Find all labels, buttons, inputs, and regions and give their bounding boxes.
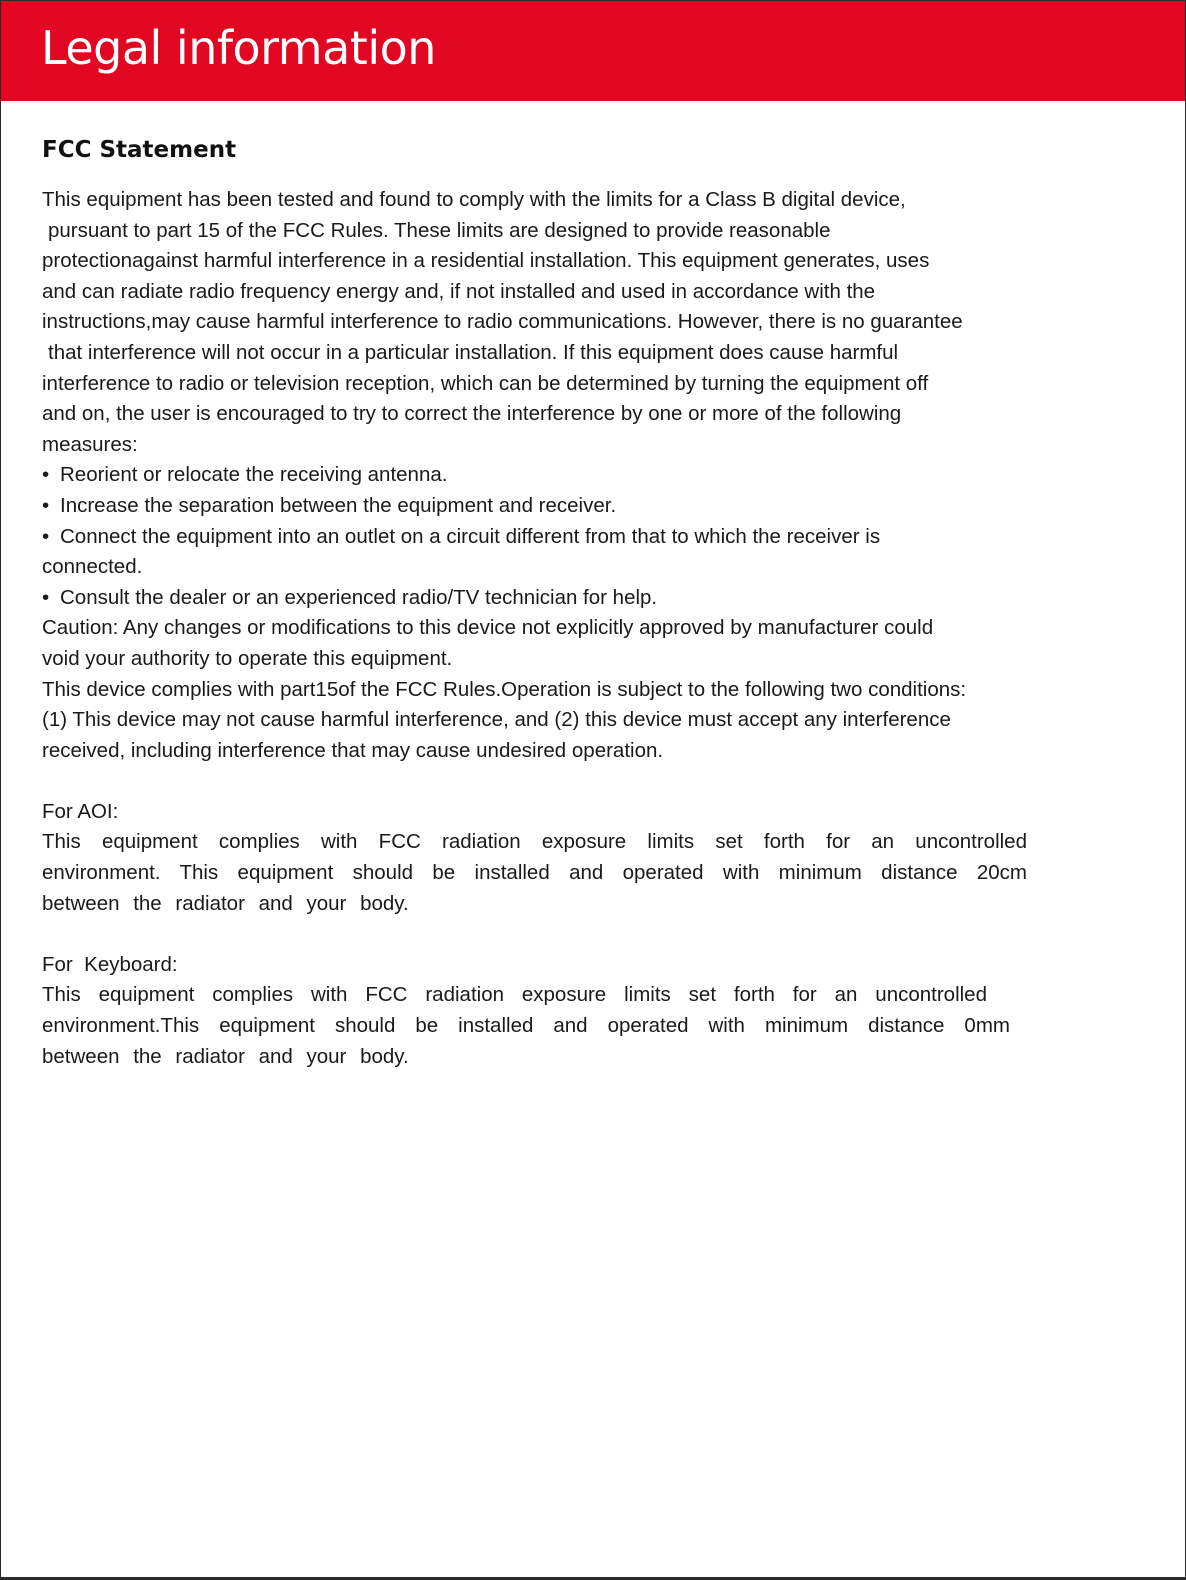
page-title: Legal information — [41, 21, 436, 75]
list-item-continuation: connected. — [42, 555, 143, 579]
section-spacer — [42, 766, 1052, 797]
paragraph-line: This equipment has been tested and found to comply with the limits for a Class B digital device, — [42, 188, 906, 211]
keyboard-section — [42, 950, 1052, 981]
paragraph-line: This equipment complies with FCC radiation exposure limits set forth for an uncontrolled — [42, 830, 1027, 854]
list-item — [42, 522, 1052, 553]
paragraph-line: and on, the user is encouraged to try to correct the interference by one or more of the following — [42, 402, 902, 426]
fcc-statement-heading: FCC Statement — [42, 137, 237, 163]
measures-list — [42, 460, 1052, 613]
bullet-icon: • — [42, 493, 50, 517]
bullet-icon: • — [42, 585, 50, 609]
list-item-text: Connect the equipment into an outlet on a circuit different from that to which the receiver is — [60, 524, 881, 548]
list-item — [42, 460, 1052, 491]
bullet-icon: • — [42, 524, 50, 548]
list-item — [42, 491, 1052, 522]
paragraph-line: between the radiator and your body. — [42, 891, 409, 915]
fcc-main-paragraph — [42, 185, 1052, 460]
aoi-section — [42, 797, 1052, 828]
list-item-text: Consult the dealer or an experienced radio/TV technician for help. — [60, 585, 658, 609]
list-item — [42, 583, 1052, 614]
keyboard-label: For Keyboard: — [42, 952, 178, 976]
paragraph-line: and can radiate radio frequency energy and, if not installed and used in accordance with the — [42, 279, 876, 303]
paragraph-line: (1) This device may not cause harmful interference, and (2) this device must accept any interference — [42, 708, 951, 732]
header-banner — [1, 1, 1185, 101]
paragraph-line: that interference will not occur in a particular installation. If this equipment does cause harmful — [48, 340, 899, 364]
section-spacer — [42, 919, 1052, 950]
paragraph-line: void your authority to operate this equipment. — [42, 646, 453, 670]
paragraph-line: Caution: Any changes or modifications to this device not explicitly approved by manufacturer could — [42, 616, 934, 640]
aoi-label: For AOI: — [42, 799, 119, 823]
list-item-text: Reorient or relocate the receiving antenna. — [60, 463, 448, 487]
aoi-paragraph — [42, 827, 1027, 919]
paragraph-line: pursuant to part 15 of the FCC Rules. These limits are designed to provide reasonable — [48, 218, 831, 242]
paragraph-line: interference to radio or television reception, which can be determined by turning the equipment off — [42, 371, 929, 395]
list-item-text: Increase the separation between the equipment and receiver. — [60, 493, 617, 517]
compliance-paragraph — [42, 675, 1052, 767]
document-body — [42, 133, 1052, 1072]
bullet-icon: • — [42, 463, 50, 487]
caution-paragraph — [42, 613, 1052, 674]
paragraph-line: between the radiator and your body. — [42, 1044, 409, 1068]
paragraph-line: environment. This equipment should be installed and operated with minimum distance 20cm — [42, 861, 1027, 885]
paragraph-line: This equipment complies with FCC radiation exposure limits set forth for an uncontrolled — [42, 983, 987, 1007]
paragraph-line: protectionagainst harmful interference in a residential installation. This equipment generates, uses — [42, 249, 930, 273]
paragraph-line: This device complies with part15of the FCC Rules.Operation is subject to the following two conditions: — [42, 677, 967, 701]
paragraph-line: received, including interference that may cause undesired operation. — [42, 738, 664, 762]
keyboard-paragraph — [42, 980, 1010, 1072]
paragraph-line: instructions,may cause harmful interference to radio communications. However, there is no guarantee — [42, 310, 963, 334]
paragraph-line: measures: — [42, 432, 138, 456]
paragraph-line: environment.This equipment should be installed and operated with minimum distance 0mm — [42, 1014, 1010, 1038]
